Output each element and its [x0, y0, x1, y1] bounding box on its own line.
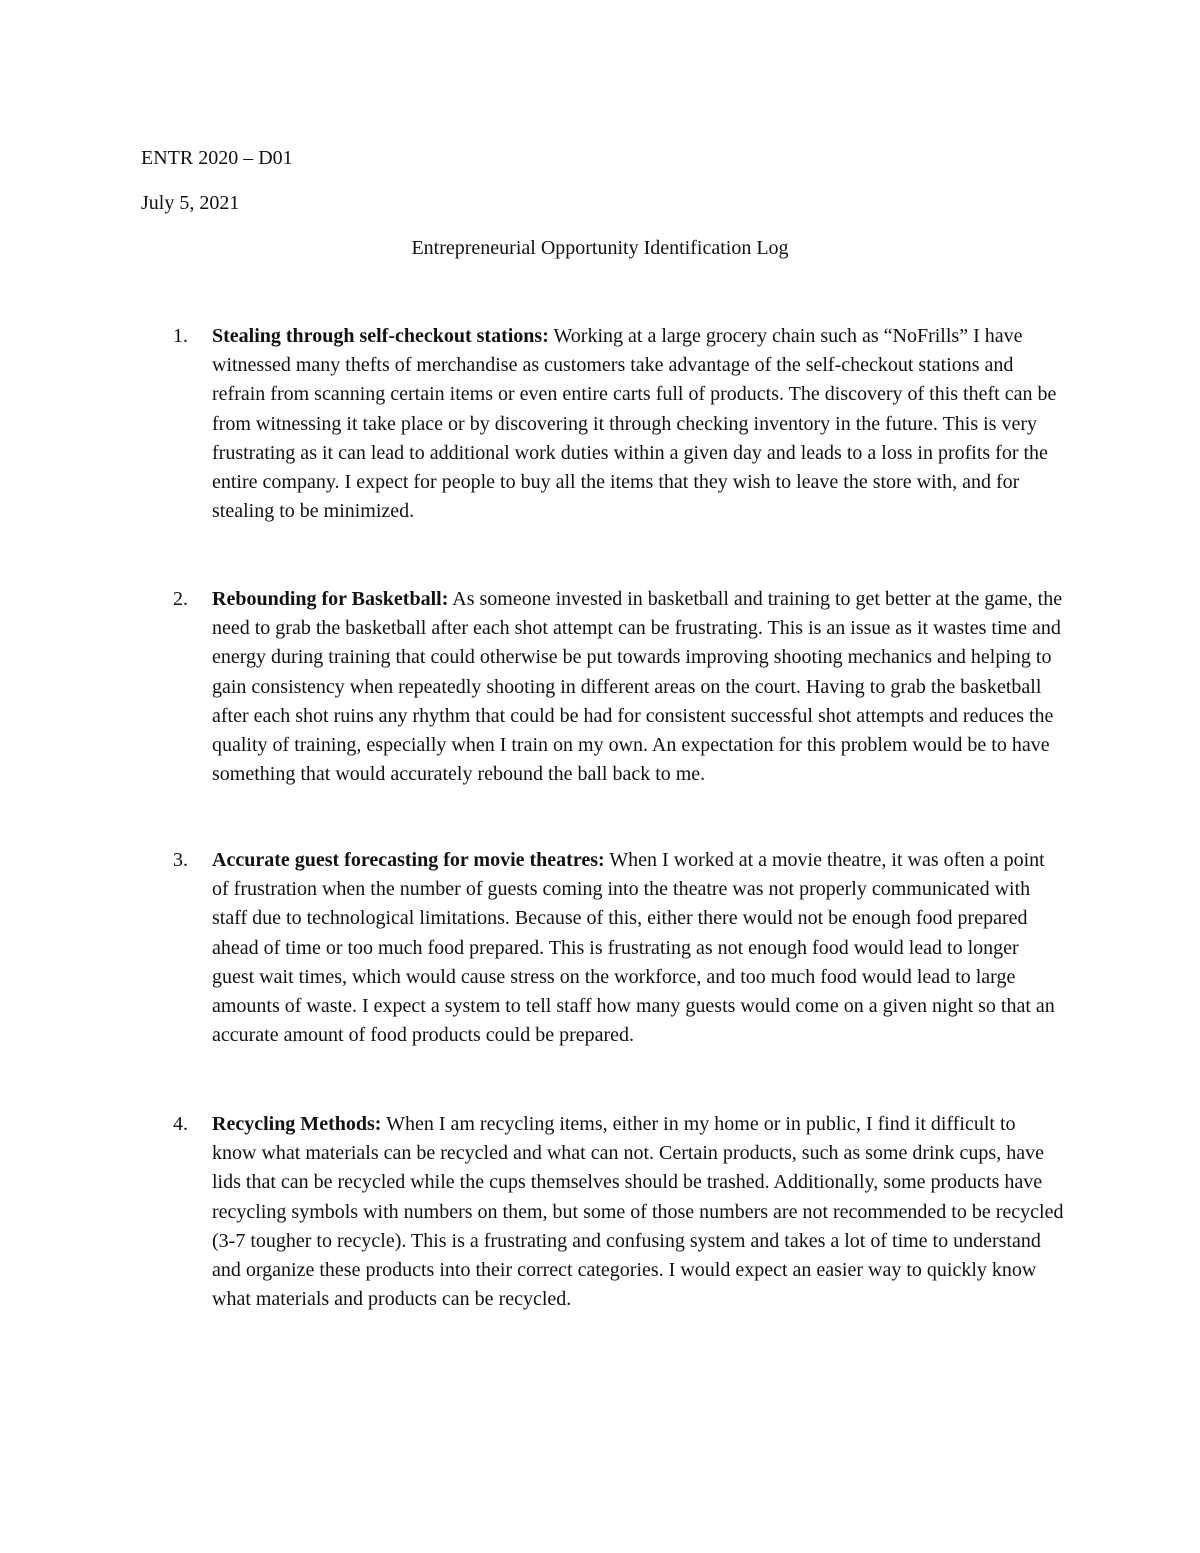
- item-heading: Rebounding for Basketball:: [212, 588, 449, 610]
- document-title: Entrepreneurial Opportunity Identification Log: [411, 237, 789, 259]
- item-number: 2.: [173, 588, 188, 610]
- item-number: 3.: [173, 849, 188, 871]
- item-text: When I worked at a movie theatre, it was often a point of frustration when the number of guests coming into the theatre was not properly communicated with staff due to technological limitations. Because of this, either there would not be enough food prepared ahead of time or too much food prepared. This is frustrating as not enough food would lead to longer guest wait times, which would cause stress on the workforce, and too much food would lead to large amounts of waste. I expect a system to tell staff how many guests would come on a given night so that an accurate amount of food products could be prepared.: [212, 849, 1055, 1047]
- item-heading: Accurate guest forecasting for movie theatres:: [212, 849, 605, 871]
- item-text: As someone invested in basketball and training to get better at the game, the need to grab the basketball after each shot attempt can be frustrating. This is an issue as it wastes time and energy during training that could otherwise be put towards improving shooting mechanics and helping to gain consistency when repeatedly shooting in different areas on the court. Having to grab the basketball after each shot ruins any rhythm that could be had for consistent successful shot attempts and reduces the quality of training, especially when I train on my own. An expectation for this problem would be to have something that would accurately rebound the ball back to me.: [212, 588, 1063, 786]
- item-body: [212, 322, 1064, 526]
- document-date: July 5, 2021: [141, 192, 240, 214]
- item-number: 1.: [173, 325, 188, 347]
- item-text: Working at a large grocery chain such as “NoFrills” I have witnessed many thefts of merchandise as customers take advantage of the self-checkout stations and refrain from scanning certain items or even entire carts full of products. The discovery of this theft can be from witnessing it take place or by discovering it through checking inventory in the future. This is very frustrating as it can lead to additional work duties within a given day and leads to a loss in profits for the entire company. I expect for people to buy all the items that they wish to leave the store with, and for stealing to be minimized.: [212, 325, 1057, 523]
- item-body: [212, 846, 1064, 1050]
- item-body: [212, 585, 1064, 789]
- item-heading: Stealing through self-checkout stations:: [212, 325, 549, 347]
- item-body: [212, 1110, 1064, 1314]
- item-text: When I am recycling items, either in my home or in public, I find it difficult to know what materials can be recycled and what can not. Certain products, such as some drink cups, have lids that can be recycled while the cups themselves should be trashed. Additionally, some products have recycling symbols with numbers on them, but some of those numbers are not recommended to be recycled (3-7 tougher to recycle). This is a frustrating and confusing system and takes a lot of time to understand and organize these products into their correct categories. I would expect an easier way to quickly know what materials and products can be recycled.: [212, 1113, 1064, 1311]
- course-code: ENTR 2020 – D01: [141, 147, 293, 169]
- item-number: 4.: [173, 1113, 188, 1135]
- item-heading: Recycling Methods:: [212, 1113, 382, 1135]
